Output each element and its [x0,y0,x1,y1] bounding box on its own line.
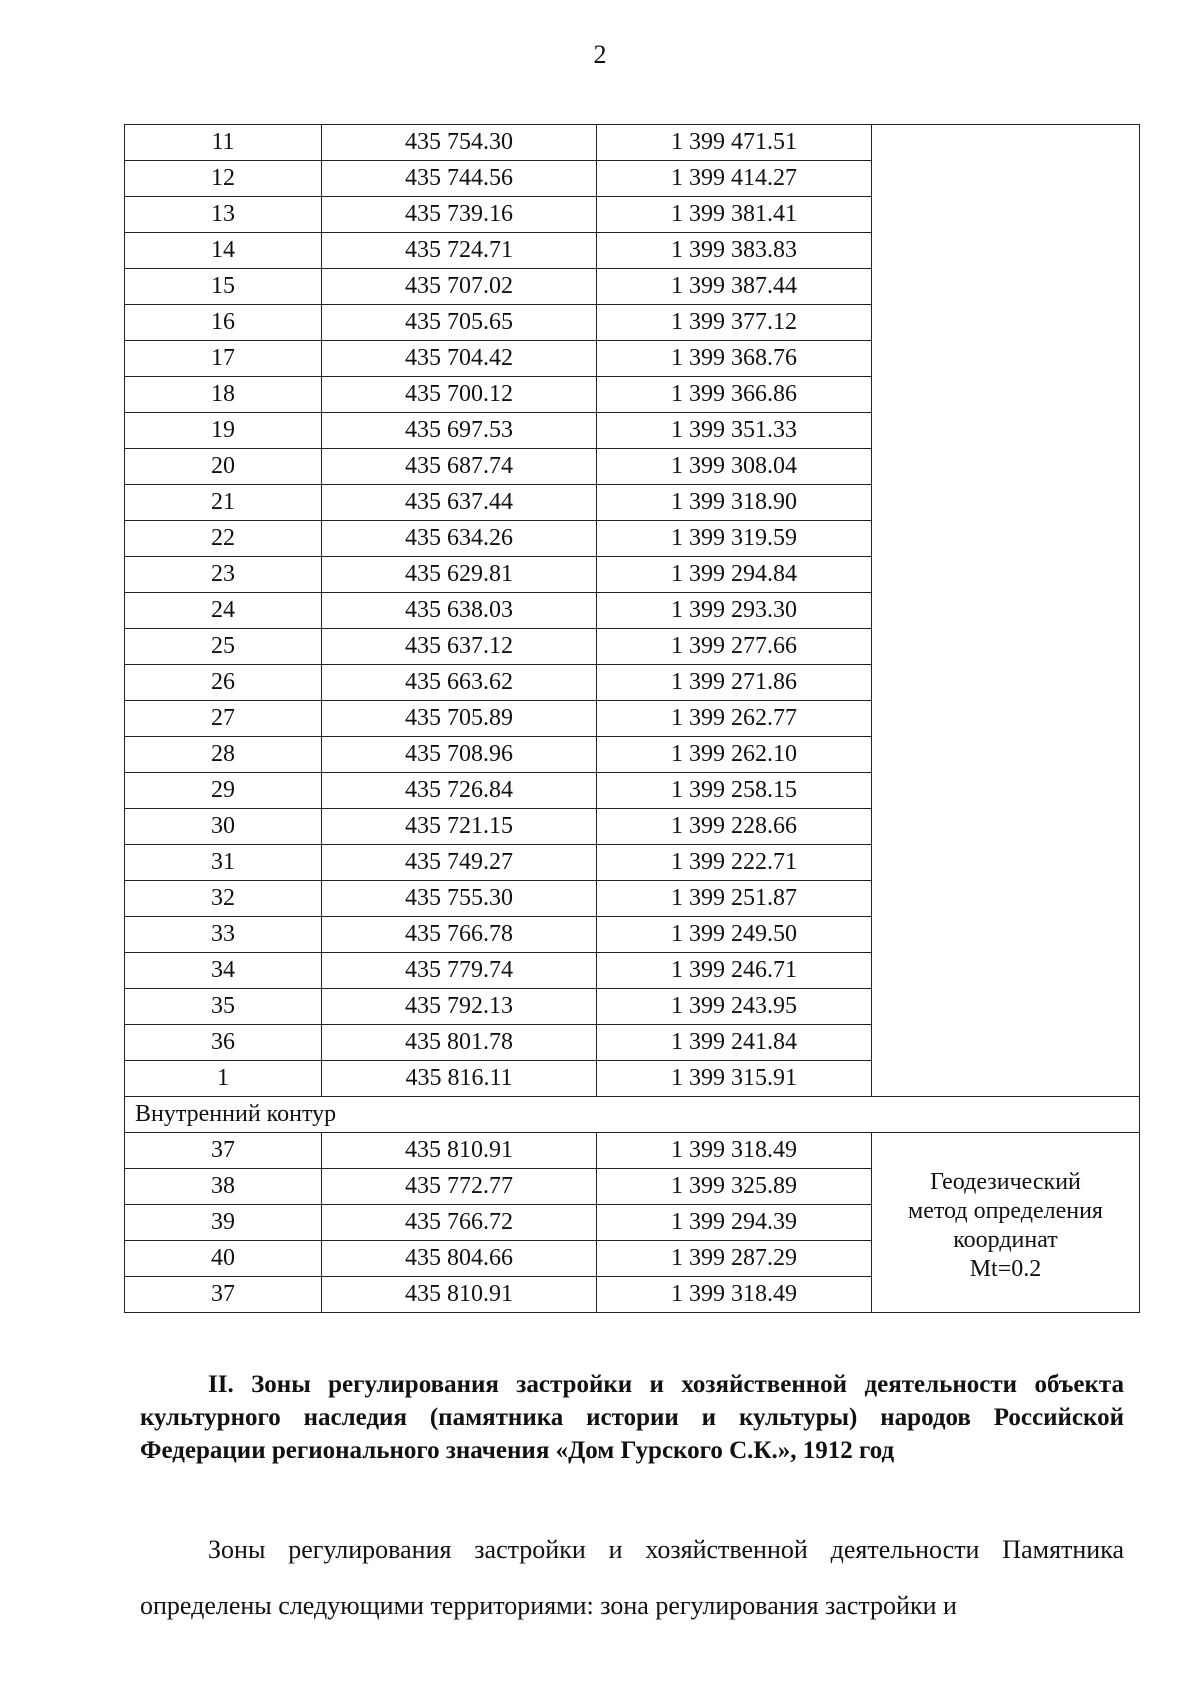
coordinate-x: 435 705.89 [322,701,597,737]
coordinate-y: 1 399 366.86 [597,377,872,413]
coordinate-y: 1 399 251.87 [597,881,872,917]
point-number: 38 [125,1169,322,1205]
point-number: 25 [125,629,322,665]
point-number: 29 [125,773,322,809]
coordinate-x: 435 772.77 [322,1169,597,1205]
coordinate-x: 435 766.72 [322,1205,597,1241]
coordinate-x: 435 629.81 [322,557,597,593]
coordinate-y: 1 399 351.33 [597,413,872,449]
coordinate-y: 1 399 383.83 [597,233,872,269]
outer-contour-row [125,125,1140,161]
coordinate-y: 1 399 471.51 [597,125,872,161]
coordinate-y: 1 399 258.15 [597,773,872,809]
section-heading-text: II. Зоны регулирования застройки и хозяйственной деятельности объекта культурного наследия (памятника истории и культуры) народов Российской Федерации регионального значения «Дом Гурского С.К.», 1912 год [140,1371,1124,1464]
coordinate-x: 435 739.16 [322,197,597,233]
coordinate-y: 1 399 325.89 [597,1169,872,1205]
point-number: 35 [125,989,322,1025]
coordinate-y: 1 399 319.59 [597,521,872,557]
coordinate-y: 1 399 414.27 [597,161,872,197]
note-line: Геодезический [930,1168,1081,1195]
point-number: 27 [125,701,322,737]
note-line: координат [953,1226,1058,1253]
coordinate-y: 1 399 262.77 [597,701,872,737]
body-paragraph: Зоны регулирования застройки и хозяйственной деятельности Памятника определены следующими территориями: зона регулирования застройки и [140,1535,1124,1620]
coordinate-x: 435 744.56 [322,161,597,197]
point-number: 30 [125,809,322,845]
point-number: 37 [125,1277,322,1313]
inner-contour-rows [125,1133,1140,1313]
coordinate-y: 1 399 318.49 [597,1133,872,1169]
coordinate-y: 1 399 308.04 [597,449,872,485]
coordinate-y: 1 399 241.84 [597,1025,872,1061]
point-number: 18 [125,377,322,413]
coordinate-x: 435 810.91 [322,1277,597,1313]
point-number: 32 [125,881,322,917]
point-number: 17 [125,341,322,377]
coordinate-y: 1 399 249.50 [597,917,872,953]
note-line: метод определения [908,1197,1103,1224]
coordinate-y: 1 399 294.84 [597,557,872,593]
coordinate-x: 435 637.44 [322,485,597,521]
inner-contour-row [125,1133,1140,1169]
coordinate-y: 1 399 287.29 [597,1241,872,1277]
outer-contour-note-cell [872,125,1140,1097]
point-number: 21 [125,485,322,521]
coordinate-y: 1 399 318.90 [597,485,872,521]
coordinate-y: 1 399 243.95 [597,989,872,1025]
coordinate-x: 435 707.02 [322,269,597,305]
coordinate-x: 435 687.74 [322,449,597,485]
point-number: 34 [125,953,322,989]
coordinate-x: 435 810.91 [322,1133,597,1169]
coordinate-x: 435 801.78 [322,1025,597,1061]
coordinate-y: 1 399 228.66 [597,809,872,845]
coordinate-x: 435 697.53 [322,413,597,449]
coordinate-x: 435 804.66 [322,1241,597,1277]
coordinate-x: 435 663.62 [322,665,597,701]
point-number: 20 [125,449,322,485]
page-number: 2 [593,40,607,69]
coordinate-y: 1 399 387.44 [597,269,872,305]
section-heading [140,1368,1124,1467]
point-number: 13 [125,197,322,233]
coordinate-y: 1 399 294.39 [597,1205,872,1241]
point-number: 28 [125,737,322,773]
point-number: 36 [125,1025,322,1061]
point-number: 12 [125,161,322,197]
coordinate-y: 1 399 318.49 [597,1277,872,1313]
coordinate-x: 435 816.11 [322,1061,597,1097]
point-number: 19 [125,413,322,449]
point-number: 23 [125,557,322,593]
coordinate-x: 435 724.71 [322,233,597,269]
point-number: 1 [125,1061,322,1097]
coordinate-y: 1 399 277.66 [597,629,872,665]
inner-contour-header-row [125,1097,1140,1133]
coordinate-x: 435 792.13 [322,989,597,1025]
note-line: Mt=0.2 [969,1255,1042,1282]
coordinate-x: 435 704.42 [322,341,597,377]
point-number: 33 [125,917,322,953]
inner-contour-label: Внутренний контур [125,1097,1140,1133]
coordinate-y: 1 399 377.12 [597,305,872,341]
point-number: 26 [125,665,322,701]
coordinate-y: 1 399 262.10 [597,737,872,773]
coordinate-x: 435 726.84 [322,773,597,809]
inner-contour-note-cell [872,1133,1140,1313]
point-number: 22 [125,521,322,557]
point-number: 15 [125,269,322,305]
coordinate-y: 1 399 271.86 [597,665,872,701]
coordinate-y: 1 399 315.91 [597,1061,872,1097]
coordinate-x: 435 637.12 [322,629,597,665]
coordinate-x: 435 708.96 [322,737,597,773]
point-number: 39 [125,1205,322,1241]
point-number: 16 [125,305,322,341]
coordinate-x: 435 721.15 [322,809,597,845]
coordinate-x: 435 766.78 [322,917,597,953]
outer-contour-rows [125,125,1140,1097]
coordinate-y: 1 399 222.71 [597,845,872,881]
coordinates-table [124,124,1140,1313]
coordinate-x: 435 700.12 [322,377,597,413]
coordinate-y: 1 399 381.41 [597,197,872,233]
coordinate-x: 435 755.30 [322,881,597,917]
coordinate-x: 435 779.74 [322,953,597,989]
point-number: 24 [125,593,322,629]
coordinate-y: 1 399 246.71 [597,953,872,989]
coordinate-x: 435 638.03 [322,593,597,629]
coordinate-x: 435 749.27 [322,845,597,881]
point-number: 40 [125,1241,322,1277]
coordinate-y: 1 399 293.30 [597,593,872,629]
point-number: 11 [125,125,322,161]
coordinate-x: 435 705.65 [322,305,597,341]
point-number: 31 [125,845,322,881]
point-number: 14 [125,233,322,269]
coordinate-y: 1 399 368.76 [597,341,872,377]
coordinate-x: 435 754.30 [322,125,597,161]
coordinate-x: 435 634.26 [322,521,597,557]
point-number: 37 [125,1133,322,1169]
